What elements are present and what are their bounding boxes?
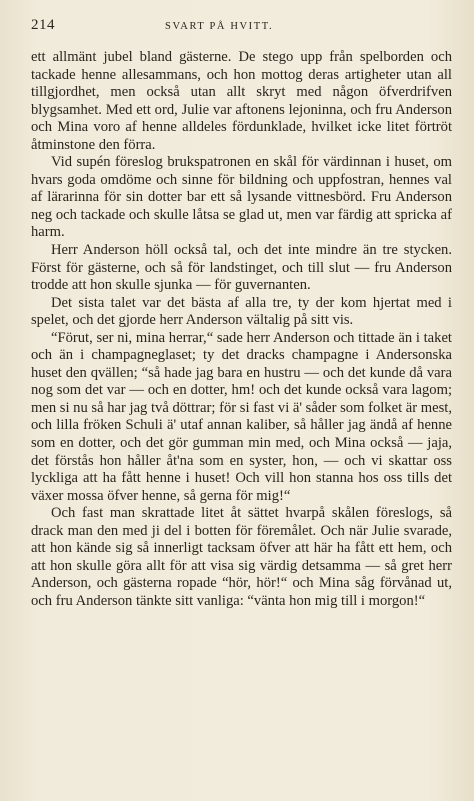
page-header [31, 17, 452, 41]
running-title: SVART PÅ HVITT. [165, 21, 274, 32]
body-text [31, 49, 452, 611]
paragraph: Herr Anderson höll också tal, och det inte mindre än tre stycken. Först för gästerne, och så för landstinget, och till slut — fru Anderson trodde att hon skulle sjunka — för guvernanten. [31, 242, 452, 294]
paragraph-continued: ett allmänt jubel bland gästerne. De stego upp från spelborden och tackade henne allesammans, och hon mottog deras artigheter utan all tillgjordhet, men också utan allt skryt med någon öfverdrifven blygsamhet. Med ett ord, Julie var aftonens lejoninna, och fru Anderson och Mina voro af henne alldeles fördunklade, hvilket icke litet förtröt åtminstone den förra. [31, 49, 452, 153]
page-number: 214 [31, 17, 55, 33]
paragraph: Och fast man skrattade litet åt sättet hvarpå skålen föreslogs, så drack man den med ji del i botten för föremålet. Och när Julie svarade, att hon kände sig så innerligt tacksam öfver att här ha fått ett hem, och att hon skulle göra allt för att visa sig värdig detsamma — så gret herr Anderson, och gästerna ropade “hör, hör!“ och Mina såg förvånad ut, och fru Anderson tänkte sitt vanliga: “vänta hon mig till i morgon!“ [31, 505, 452, 609]
paragraph: Vid supén föreslog brukspatronen en skål för värdinnan i huset, om hvars goda omdöme och sinne för bildning och uppfostran, hennes val af lärarinna för sin dotter bar ett så lysande vittnesbörd. Fru Anderson neg och tackade och skulle låtsa se glad ut, men var färdig att spricka af harm. [31, 154, 452, 241]
paragraph-speech: “Förut, ser ni, mina herrar,“ sade herr Anderson och tittade än i taket och än i champagneglaset; ty det dracks champagne i Andersonska huset den qvällen; “så hade jag bara en hustru — och det kunde då vara nog som det var — och en dotter, hm! och det kunde också vara lagom; men si nu så har jag två döttrar; för si fast vi ä' såder som folket är mest, och lilla fröken Schuli ä' utaf annan kaliber, så håller jag ändå af henne som en dotter, och det gör gumman min med, och Mina också — jaja, det förstås hon håller åt'na som en syster, hon, — och vi skattar oss lyckliga att ha fått henne i huset! Och vill hon stanna hos oss tills det växer mossa öfver henne, så gerna för mig!“ [31, 329, 452, 504]
paragraph: Det sista talet var det bästa af alla tre, ty der kom hjertat med i spelet, och det gjorde herr Anderson vältalig på sitt vis. [31, 294, 452, 329]
